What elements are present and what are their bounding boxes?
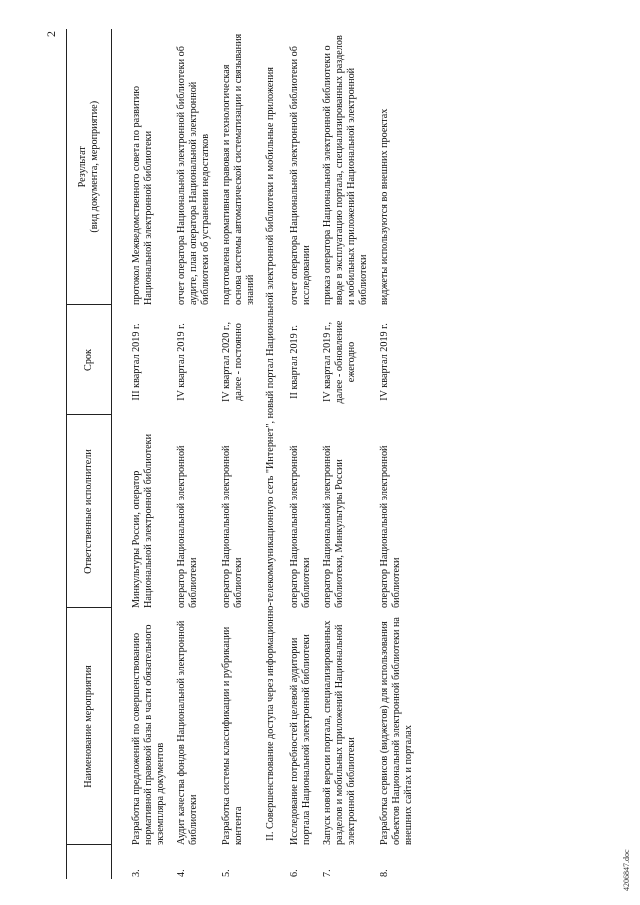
row-responsible: оператор Национальной электронной библиотеки [288,445,312,608]
row-result: отчет оператора Национальной электронной библиотеки об аудите, план оператора Национальной электронной библиотеки об устранении недостатков [176,46,212,305]
row-number: 8. [378,869,390,877]
row-number: 4. [176,869,188,877]
row-name: Запуск новой версии портала, специализированных разделов и мобильных приложений Национальной электронной библиотеки [321,620,357,845]
row-responsible: оператор Национальной электронной библиотеки, Минкультуры России [321,445,345,608]
row-name: Исследование потребностей целевой аудитории портала Национальной электронной библиотеки [288,634,312,845]
section-title: II. Совершенствование доступа через информационно-телекоммуникационную сеть "Интернет", новый портал Национальной электронной библиотеки и мобильные приложения [265,67,277,841]
table-row [167,29,212,879]
table-row [370,29,415,879]
row-term: IV квартал 2019 г., далее - обновление ежегодно [321,320,357,404]
row-result: приказ оператора Национальной электронной библиотеки о вводе в эксплуатацию портала, специализированных разделов и мобильных приложений Национальной электронной библиотеки [321,35,369,305]
row-number: 7. [321,869,333,877]
table-row [313,29,370,879]
table-row [280,29,313,879]
row-result: отчет оператора Национальной электронной библиотеки об исследовании [288,46,312,305]
row-result: виджеты используются во внешних проектах [378,108,390,305]
row-responsible: оператор Национальной электронной библиотеки [221,445,245,608]
header-responsible: Ответственные исполнители [67,415,112,608]
row-responsible: оператор Национальной электронной библиотеки [378,445,402,608]
row-name: Аудит качества фондов Национальной электронной библиотеки [176,620,200,845]
row-name: Разработка сервисов (виджетов) для использования объектов Национальной электронной библиотеки на внешних сайтах и порталах [378,617,414,845]
row-number: 3. [131,869,142,877]
header-name: Наименование мероприятия [67,608,112,845]
row-responsible: оператор Национальной электронной библиотеки [176,445,200,608]
header-result-title: Результат [76,146,88,188]
row-term: IV квартал 2020 г., далее - постоянно [221,321,245,403]
section-row [257,29,279,879]
table-header-row [67,29,112,879]
document-code: 4206847.doc [622,849,631,891]
row-result: подготовлена нормативная правовая и технологическая основа системы автоматической систематизации и связывания знаний [221,33,257,305]
row-number: 5. [221,869,233,877]
table-row [212,29,257,879]
row-responsible: Минкультуры России, оператор Национальной электронной библиотеки [131,433,155,608]
row-term: II квартал 2019 г. [288,325,300,399]
action-plan-table [66,29,415,879]
row-term: III квартал 2019 г. [131,323,142,401]
row-result: протокол Межведомственного совета по развитию Национальной электронной библиотеки [131,86,155,305]
row-name: Разработка системы классификации и рубрикации контента [221,626,245,845]
table-row [112,29,168,879]
header-result [67,29,112,305]
page-number: 2 [44,31,58,37]
header-result-subtitle: (вид документа, мероприятие) [89,100,100,233]
row-number: 6. [288,869,300,877]
row-term: IV квартал 2019 г. [176,323,188,401]
rotated-page [0,13,640,893]
row-name: Разработка предложений по совершенствованию нормативной правовой базы в части обязательного экземпляра документов [131,624,167,845]
row-term: IV квартал 2019 г. [378,323,390,401]
header-number [67,845,112,879]
header-term: Срок [67,305,112,415]
